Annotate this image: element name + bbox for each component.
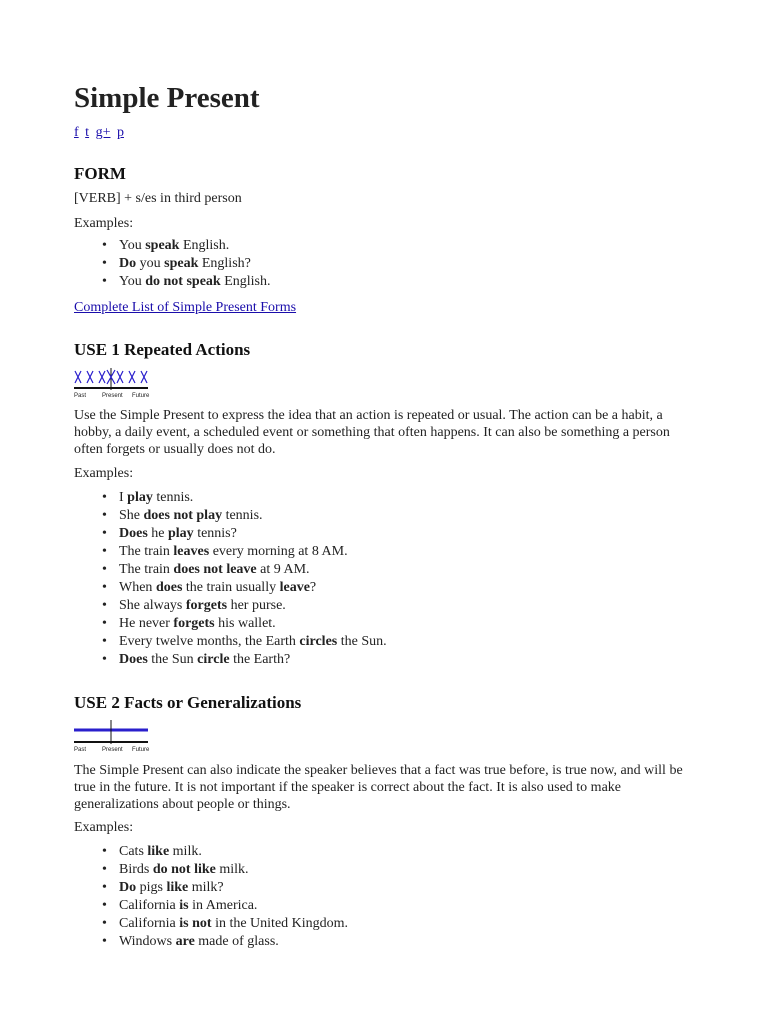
verb-emphasis: Do [119,880,137,895]
example-text: California [119,916,180,931]
verb-emphasis: is not [179,916,212,931]
complete-forms-link[interactable]: Complete List of Simple Present Forms [74,300,297,315]
example-text: Every twelve months, the Earth [119,634,300,649]
list-item [74,861,348,879]
present-label: Present [102,747,123,753]
list-item [74,579,387,597]
example-text: pigs [136,880,167,895]
verb-emphasis: does not leave [173,562,257,577]
verb-emphasis: forgets [185,598,228,613]
use1-text: Use the Simple Present to express the idea that an action is repeated or usual. The action can be a habit, a hobby, a daily event, a scheduled event or something that often happens. It can also be something a person often forgets or usually does not do. [74,408,670,457]
example-text: in America. [188,898,258,913]
verb-emphasis: play [127,490,153,505]
verb-emphasis: like [166,880,189,895]
use1-heading: USE 1 Repeated Actions [74,340,251,359]
example-text: You [119,274,146,289]
example-text: milk. [169,844,202,859]
list-item [74,273,270,291]
example-text: Birds [119,862,153,877]
example-text: English. [220,274,271,289]
facebook-link[interactable]: f [74,125,79,140]
verb-emphasis: like [147,844,170,859]
verb-emphasis: play [168,526,194,541]
list-item [74,633,387,651]
list-item [74,879,348,897]
example-text: tennis. [222,508,263,523]
googleplus-link[interactable]: g+ [95,125,111,140]
example-text: tennis. [152,490,194,505]
verb-emphasis: does not play [143,508,223,523]
example-text: the Earth? [229,652,291,667]
verb-emphasis: forgets [173,616,215,631]
use1-examples-label: Examples: [74,466,134,481]
example-text: She always [119,598,186,613]
list-item [74,915,348,933]
verb-emphasis: speak [145,238,180,253]
verb-emphasis: leave [279,580,310,595]
verb-emphasis: Does [119,652,148,667]
example-text: the Sun [147,652,198,667]
list-item [74,561,387,579]
use2-timeline [74,720,150,754]
example-text: made of glass. [194,934,279,949]
list-item [74,525,387,543]
list-item [74,933,348,951]
example-text: The train [119,562,174,577]
form-heading: FORM [74,164,126,183]
future-label: Future [132,747,150,753]
example-text: ? [309,580,317,595]
verb-emphasis: speak [164,256,199,271]
pinterest-link[interactable]: p [116,125,124,140]
example-text: he [147,526,168,541]
example-text: the Sun. [337,634,387,649]
example-text: She [119,508,144,523]
list-item [74,843,348,861]
verb-emphasis: circle [197,652,230,667]
example-text: her purse. [227,598,286,613]
verb-emphasis: is [179,898,189,913]
form-rule: [VERB] + s/es in third person [74,191,242,206]
example-text: milk. [215,862,249,877]
use1-timeline [74,368,150,400]
example-text: at 9 AM. [256,562,310,577]
example-text: I [119,490,128,505]
list-item [74,543,387,561]
example-text: The train [119,544,174,559]
example-text: you [136,256,165,271]
list-item [74,597,387,615]
example-text: California [119,898,180,913]
list-item [74,255,270,273]
twitter-link[interactable]: t [85,125,90,140]
verb-emphasis: leaves [173,544,210,559]
example-text: the train usually [182,580,280,595]
present-label: Present [102,393,123,399]
example-text: in the United Kingdom. [211,916,349,931]
verb-emphasis: does [155,580,183,595]
example-text: Windows [119,934,176,949]
example-text: every morning at 8 AM. [209,544,348,559]
list-item [74,489,387,507]
verb-emphasis: are [175,934,195,949]
use2-examples-label: Examples: [74,820,134,835]
past-label: Past [74,393,87,399]
form-examples-list [74,237,270,291]
verb-emphasis: Do [119,256,137,271]
list-item [74,615,387,633]
verb-emphasis: do not speak [145,274,221,289]
example-text: He never [119,616,174,631]
example-text: English? [198,256,251,271]
verb-emphasis: Does [119,526,148,541]
use1-examples-list [74,489,387,669]
list-item [74,237,270,255]
list-item [74,651,387,669]
list-item [74,897,348,915]
example-text: English. [179,238,230,253]
example-text: You [119,238,146,253]
form-examples-label: Examples: [74,216,134,231]
verb-emphasis: circles [299,634,338,649]
example-text: his wallet. [214,616,276,631]
example-text: milk? [188,880,224,895]
use2-heading: USE 2 Facts or Generalizations [74,693,302,712]
use2-text: The Simple Present can also indicate the speaker believes that a fact was true before, is true now, and will be true in the future. It is not important if the speaker is correct about the fact. It is also used to make generalizations about people or things. [74,763,683,812]
example-text: Cats [119,844,148,859]
example-text: tennis? [193,526,237,541]
list-item [74,507,387,525]
verb-emphasis: do not like [152,862,216,877]
social-links [74,125,127,141]
use2-examples-list [74,843,348,951]
page-title: Simple Present [74,82,260,114]
example-text: When [119,580,156,595]
future-label: Future [132,393,150,399]
past-label: Past [74,747,87,753]
